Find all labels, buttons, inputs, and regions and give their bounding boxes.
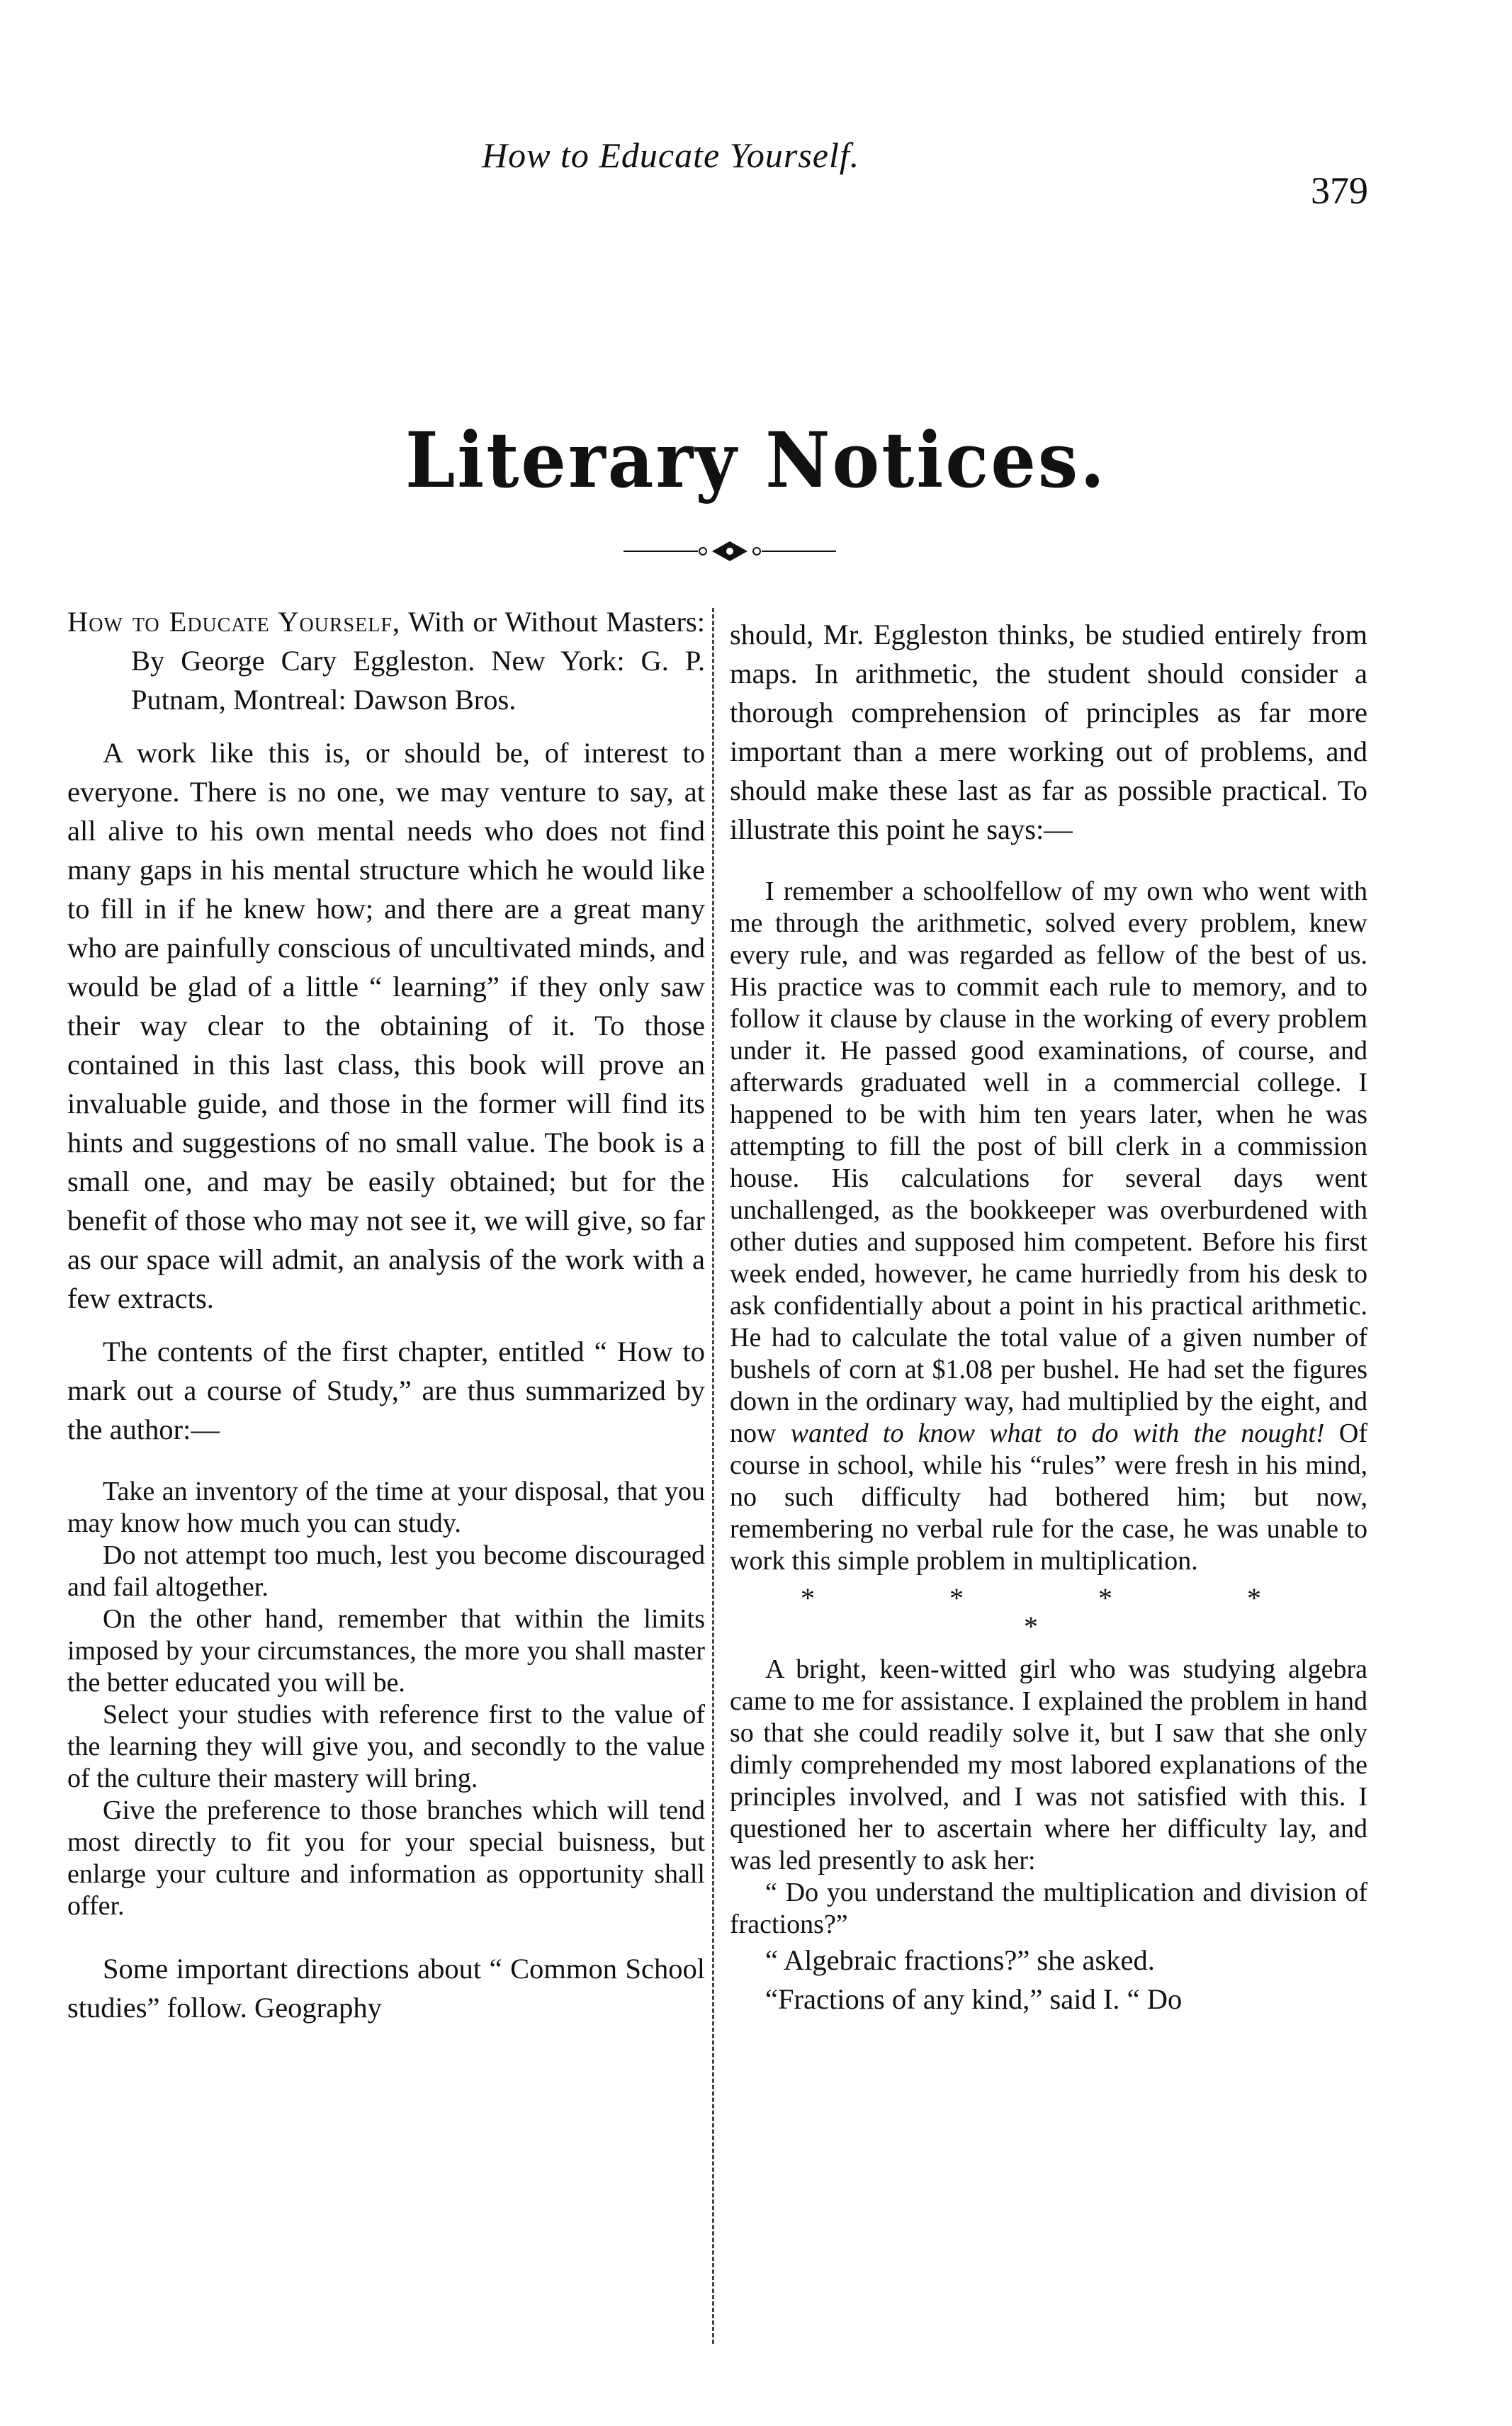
quote-emphasis: wanted to know what to do with the nought! <box>790 1418 1325 1448</box>
quote-paragraph <box>730 876 1367 1577</box>
ornament-divider <box>624 538 836 564</box>
book-title: How to Educate Yourself, <box>67 606 401 638</box>
quote-item: Take an inventory of the time at your disposal, that you may know how much you can study. <box>67 1477 705 1538</box>
column-divider <box>712 608 716 2344</box>
right-column <box>730 615 1367 2019</box>
quote-text: I remember a schoolfellow of my own who went with me through the arithmetic, solved every problem, knew every rule, and was regarded as fellow of the best of us. His practice was to commit each rule to memory, and to follow it clause by clause in the working of every problem under it. He passed good examinations, of course, and afterwards graduated well in a commercial college. I happened to be with him ten years later, when he was attempting to fill the post of bill clerk in a commission house. His calculations for several days went unchallenged, as the bookkeeper was overburdened with other duties and supposed him competent. Before his first week ended, however, he came hurriedly from his desk to ask confidentially about a point in his practical arithmetic. He had to calculate the total value of a given number of bushels of corn at $1.08 per bushel. He had set the figures down in the ordinary way, had multiplied by the eight, and now <box>730 876 1367 1448</box>
paragraph: The contents of the first chapter, entitled “ How to mark out a course of Study,” are thus summarized by the author:— <box>67 1336 705 1445</box>
paragraph: Some important directions about “ Common School studies” follow. Geography <box>67 1953 705 2024</box>
block-quote <box>67 1476 705 1922</box>
dialogue-line: “ Algebraic fractions?” she asked. <box>765 1944 1155 1976</box>
block-quote <box>730 876 1367 1941</box>
book-heading <box>67 602 705 719</box>
asterisk-separator: * * * * * <box>801 1582 1325 1642</box>
page-number: 379 <box>1311 169 1368 212</box>
dialogue-line: “Fractions of any kind,” said I. “ Do <box>765 1983 1183 2015</box>
quote-text: Of course in school, while his “rules” were fresh in his mind, no such difficulty had bothered him; but now, remembering no verbal rule for the case, he was unable to work this simple problem in multiplication. <box>730 1418 1368 1576</box>
left-column <box>67 602 705 2027</box>
paragraph: A work like this is, or should be, of interest to everyone. There is no one, we may venture to say, at all alive to his own mental needs who does not find many gaps in his mental structure which he would like to fill in if he knew how; and there are a great many who are painfully conscious of uncultivated minds, and would be glad of a little “ learning” if they only saw their way clear to the obtaining of it. To those contained in this last class, this book will prove an invaluable guide, and those in the former will find its hints and suggestions of no small value. The book is a small one, and may be easily obtained; but for the benefit of those who may not see it, we will give, so far as our space will admit, an analysis of the work with a few extracts. <box>67 737 705 1314</box>
quote-item: Do not attempt too much, lest you become discouraged and fail altogether. <box>67 1540 705 1602</box>
book-meta: With or Without Masters: By George Cary Eggleston. New York: G. P. Putnam, Montreal: Dawson Bros. <box>131 606 705 716</box>
dialogue-line: “ Do you understand the multiplication and division of fractions?” <box>730 1878 1367 1939</box>
quote-item: Select your studies with reference first to the value of the learning they will give you, and secondly to the value of the culture their mastery will bring. <box>67 1700 705 1793</box>
paragraph: should, Mr. Eggleston thinks, be studied entirely from maps. In arithmetic, the student should consider a thorough comprehension of principles as far more important than a mere working out of problems, and should make these last as far as possible practical. To illustrate this point he says:— <box>730 619 1367 845</box>
quote-paragraph: A bright, keen-witted girl who was studying algebra came to me for assistance. I explained the problem in hand so that she could readily solve it, but I saw that she only dimly comprehended my most labored explanations of the principles involved, and I was not satisfied with this. I questioned her to ascertain where her difficulty lay, and was led presently to ask her: <box>730 1654 1367 1875</box>
quote-item: On the other hand, remember that within the limits imposed by your circumstances, the more you shall master the better educated you will be. <box>67 1604 705 1698</box>
quote-item: Give the preference to those branches which will tend most directly to fit you for your special buisness, but enlarge your culture and information as opportunity shall offer. <box>67 1795 705 1921</box>
section-title: Literary Notices. <box>405 414 1107 505</box>
running-title: How to Educate Yourself. <box>482 135 860 175</box>
